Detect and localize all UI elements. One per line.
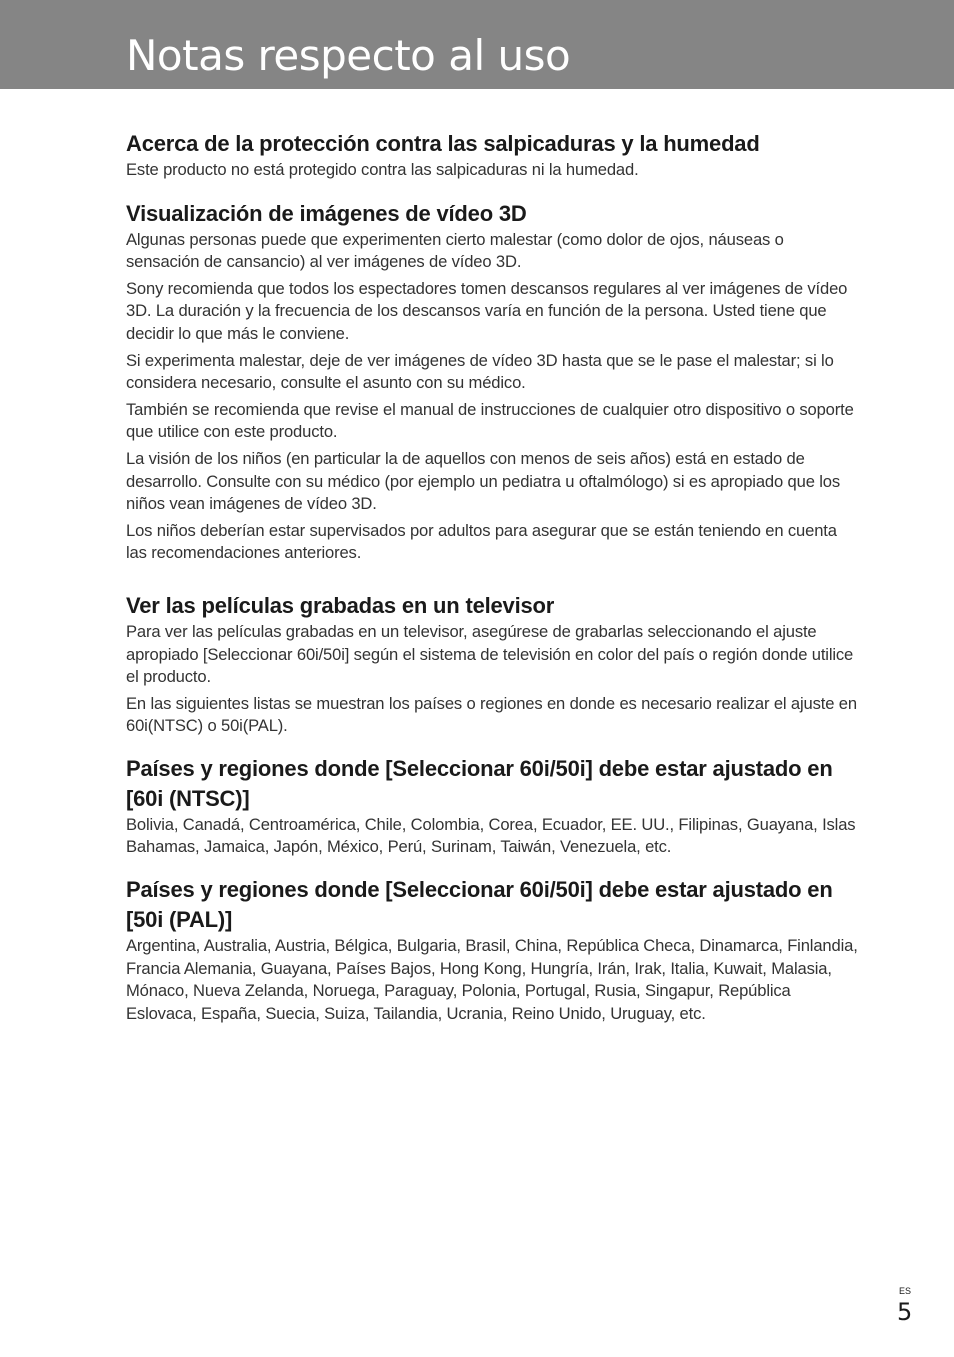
section-paragraph: La visión de los niños (en particular la de aquellos con menos de seis años) está en estado de desarrollo. Consulte con su médico (por ejemplo un pediatra u oftalmólogo) si es apropiado que los niños vean imágenes de vídeo 3D. [126, 448, 840, 514]
section-pal-countries [126, 875, 861, 1025]
country-list: Argentina, Australia, Austria, Bélgica, Bulgaria, Brasil, China, República Checa, Dinamarca, Finlandia, Francia Alemania, Guayana, Países Bajos, Hong Kong, Hungría, Irán, Irak, Italia, Kuwait, Malasia, Mónaco, Nueva Zelanda, Noruega, Paraguay, Polonia, Portugal, Rusia, Singapur, República Eslovaca, España, Suecia, Suiza, Tailandia, Ucrania, Reino Unido, Uruguay, etc. [126, 936, 858, 1023]
main-content [126, 129, 861, 1029]
section-paragraph: Si experimenta malestar, deje de ver imágenes de vídeo 3D hasta que se le pase el malestar; si lo considera necesario, consulte el asunto con su médico. [126, 350, 834, 393]
section-paragraph: También se recomienda que revise el manual de instrucciones de cualquier otro dispositivo o soporte que utilice con este producto. [126, 399, 854, 442]
section-paragraph: Algunas personas puede que experimenten cierto malestar (como dolor de ojos, náuseas o sensación de cansancio) al ver imágenes de vídeo 3D. [126, 229, 784, 272]
section-paragraph: Para ver las películas grabadas en un televisor, asegúrese de grabarlas seleccionando el ajuste apropiado [Seleccionar 60i/50i] según el sistema de televisión en color del país o región donde utilice el producto. [126, 621, 854, 687]
section-tv-playback [126, 591, 861, 738]
section-heading: Países y regiones donde [Seleccionar 60i/50i] debe estar ajustado en [60i (NTSC)] [126, 755, 833, 811]
section-heading: Ver las películas grabadas en un televisor [126, 592, 555, 618]
section-paragraph: En las siguientes listas se muestran los países o regiones en donde es necesario realizar el ajuste en 60i(NTSC) o 50i(PAL). [126, 693, 857, 736]
language-code: ES [899, 1286, 912, 1296]
section-3d-video [126, 199, 861, 565]
country-list: Bolivia, Canadá, Centroamérica, Chile, Colombia, Corea, Ecuador, EE. UU., Filipinas, Guayana, Islas Bahamas, Jamaica, Japón, México, Perú, Surinam, Taiwán, Venezuela, etc. [126, 814, 856, 857]
section-ntsc-countries [126, 754, 861, 859]
section-paragraph: Este producto no está protegido contra las salpicaduras ni la humedad. [126, 160, 639, 179]
section-heading: Visualización de imágenes de vídeo 3D [126, 200, 527, 226]
section-splash-protection [126, 129, 861, 182]
section-paragraph: Sony recomienda que todos los espectadores tomen descansos regulares al ver imágenes de vídeo 3D. La duración y la frecuencia de los descansos varía en función de la persona. Usted tiene que decidir lo que más le conviene. [126, 278, 848, 343]
page-number: 5 [897, 1298, 913, 1326]
section-heading: Acerca de la protección contra las salpicaduras y la humedad [126, 131, 760, 156]
section-paragraph: Los niños deberían estar supervisados por adultos para asegurar que se están teniendo en cuenta las recomendaciones anteriores. [126, 520, 837, 563]
page-title: Notas respecto al uso [126, 31, 571, 80]
section-heading: Países y regiones donde [Seleccionar 60i/50i] debe estar ajustado en [50i (PAL)] [126, 877, 833, 933]
header-band [0, 0, 954, 89]
